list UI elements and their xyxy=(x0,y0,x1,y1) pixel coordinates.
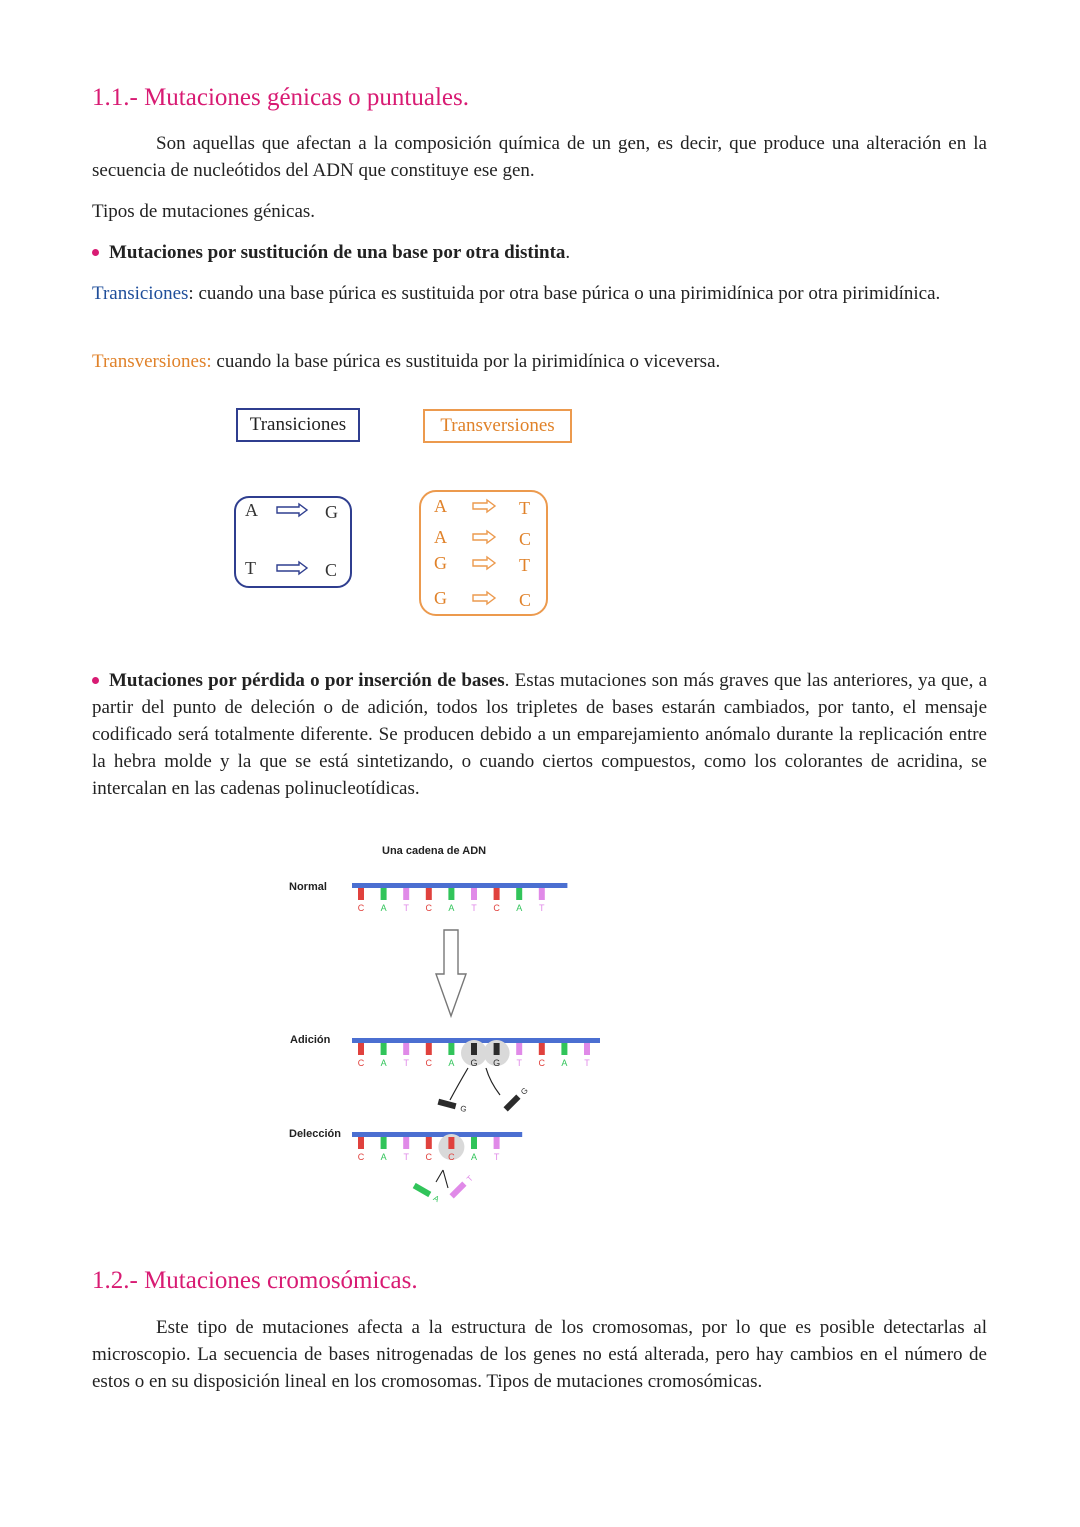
insert-arrow-icon xyxy=(450,1068,468,1100)
dna-backbone xyxy=(352,1132,522,1137)
base-letter: C xyxy=(448,1152,455,1162)
base-bar xyxy=(358,888,364,900)
transiciones-term: Transiciones xyxy=(92,283,189,304)
svg-text:G: G xyxy=(459,1103,468,1115)
base-fragment xyxy=(437,1098,468,1114)
base-bar xyxy=(494,888,500,900)
base-bar xyxy=(471,1043,477,1055)
normal-label: Normal xyxy=(289,881,327,893)
base-bar xyxy=(358,1137,364,1149)
base-bar xyxy=(403,1043,409,1055)
remove-arrow-icon xyxy=(436,1170,448,1188)
transiciones-text: : cuando una base púrica es sustituida por otra base púrica o una pirimidínica por otra pirimidínica. xyxy=(188,283,941,304)
base-fragment xyxy=(412,1182,442,1204)
base-letter: T xyxy=(519,555,530,575)
bullet-insertion-text: . Estas mutaciones son más graves que las anteriores, ya que, a partir del punto de deleción o de adición, todos los tripletes de bases estarán cambiados, por tanto, el mensaje codificado será totalmente diferente. Se producen debido a un emparejamiento anómalo durante la replicación entre la hebra molde y la que se está sintetizando, o cuando ciertos compuestos, como los colorantes de acridina, se intercalan en las cadenas polinucleotídicas. xyxy=(92,670,988,799)
transiciones-paragraph xyxy=(92,280,987,307)
base-letter: A xyxy=(380,903,387,913)
base-letter: C xyxy=(357,903,365,913)
base-letter: A xyxy=(470,1152,478,1162)
base-bar xyxy=(358,1043,364,1055)
base-letter: T xyxy=(245,558,256,578)
base-letter: A xyxy=(448,903,455,913)
base-letter: A xyxy=(448,1058,455,1068)
base-letter: G xyxy=(470,1058,478,1068)
base-bar xyxy=(426,1137,432,1149)
base-letter: C xyxy=(425,1058,433,1068)
base-bar xyxy=(539,888,545,900)
base-letter: G xyxy=(434,553,447,573)
base-bar xyxy=(584,1043,590,1055)
base-bar xyxy=(426,888,432,900)
base-bar xyxy=(403,888,409,900)
dna-diagram xyxy=(340,870,600,1210)
bullet-icon xyxy=(92,249,99,256)
base-letter: A xyxy=(380,1058,387,1068)
base-bar xyxy=(494,1137,500,1149)
base-bar xyxy=(561,1043,567,1055)
base-bar xyxy=(403,1137,409,1149)
svg-text:G: G xyxy=(519,1085,530,1097)
section-title: 1.1.- Mutaciones génicas o puntuales. xyxy=(92,84,469,111)
arrow-icon xyxy=(277,562,307,574)
bullet-substitution xyxy=(86,239,986,266)
base-letter: G xyxy=(325,502,338,522)
base-fragment xyxy=(449,1174,475,1200)
base-letter: T xyxy=(471,903,477,913)
bullet-icon xyxy=(92,677,99,684)
arrow-icon xyxy=(473,557,495,569)
bullet-insertion-paragraph xyxy=(92,667,987,802)
dna-backbone xyxy=(352,883,567,888)
base-letter: G xyxy=(493,1058,501,1068)
transversiones-paragraph xyxy=(92,348,987,375)
base-letter: A xyxy=(245,500,258,520)
base-letter: C xyxy=(425,1152,433,1162)
base-letter: T xyxy=(539,903,545,913)
transiciones-label-box: Transiciones xyxy=(236,408,360,442)
intro-paragraph: Son aquellas que afectan a la composición química de un gen, es decir, que produce una alteración en la secuencia de nucleótidos del ADN que constituye ese gen. xyxy=(92,133,987,181)
transversiones-label-box: Transversiones xyxy=(423,409,572,443)
svg-text:T: T xyxy=(465,1173,475,1184)
base-letter: C xyxy=(519,529,532,549)
arrow-icon xyxy=(277,504,307,516)
dna-diagram-title: Una cadena de ADN xyxy=(382,845,487,857)
base-letter: A xyxy=(380,1152,387,1162)
arrow-icon xyxy=(473,500,495,512)
base-bar xyxy=(471,888,477,900)
base-bar xyxy=(494,1043,500,1055)
base-letter: A xyxy=(516,903,523,913)
section2-title: 1.2.- Mutaciones cromosómicas. xyxy=(92,1267,418,1294)
base-bar xyxy=(381,888,387,900)
bullet-insertion-title: Mutaciones por pérdida o por inserción de bases xyxy=(109,670,505,691)
base-letter: C xyxy=(325,560,338,580)
base-letter: T xyxy=(519,498,530,518)
down-arrow-icon xyxy=(436,930,466,1016)
base-letter: T xyxy=(516,1058,522,1068)
substitution-diagram xyxy=(225,485,565,625)
base-letter: G xyxy=(434,588,447,608)
base-letter: T xyxy=(584,1058,590,1068)
base-bar xyxy=(448,1137,454,1149)
base-letter: A xyxy=(561,1058,568,1068)
base-bar xyxy=(516,888,522,900)
base-letter: A xyxy=(434,527,447,547)
base-bar xyxy=(448,888,454,900)
base-letter: C xyxy=(425,903,433,913)
section2-paragraph: Este tipo de mutaciones afecta a la estructura de los cromosomas, por lo que es posible detectarlas al microscopio. La secuencia de bases nitrogenadas de los genes no está alterada, pero hay cambios en el número de estos o en su disposición lineal en los cromosomas. Tipos de mutaciones cromosómicas. xyxy=(92,1317,987,1392)
base-bar xyxy=(539,1043,545,1055)
adicion-label: Adición xyxy=(290,1034,331,1046)
base-letter: T xyxy=(493,1152,500,1162)
bullet-substitution-title: Mutaciones por sustitución de una base por otra distinta xyxy=(109,242,566,263)
base-letter: C xyxy=(357,1058,365,1068)
insert-arrow-icon xyxy=(486,1068,500,1095)
base-bar xyxy=(426,1043,432,1055)
base-letter: C xyxy=(357,1152,365,1162)
base-bar xyxy=(448,1043,454,1055)
base-letter: C xyxy=(519,590,532,610)
arrow-icon xyxy=(473,592,495,604)
base-letter: T xyxy=(403,1058,409,1068)
base-letter: A xyxy=(434,496,447,516)
base-bar xyxy=(381,1043,387,1055)
base-letter: C xyxy=(538,1058,546,1068)
base-bar xyxy=(516,1043,522,1055)
base-letter: T xyxy=(403,903,409,913)
bullet-substitution-end: . xyxy=(565,242,571,263)
base-letter: C xyxy=(493,903,500,913)
transversiones-term: Transversiones: xyxy=(92,351,212,372)
base-bar xyxy=(471,1137,477,1149)
delecion-label: Delección xyxy=(289,1128,341,1140)
base-letter: T xyxy=(403,1152,409,1162)
arrow-icon xyxy=(473,531,495,543)
base-bar xyxy=(381,1137,387,1149)
base-fragment xyxy=(503,1086,530,1113)
types-heading: Tipos de mutaciones génicas. xyxy=(92,201,316,222)
transversiones-text: cuando la base púrica es sustituida por la pirimidínica o viceversa. xyxy=(211,351,721,372)
svg-text:A: A xyxy=(431,1193,441,1205)
